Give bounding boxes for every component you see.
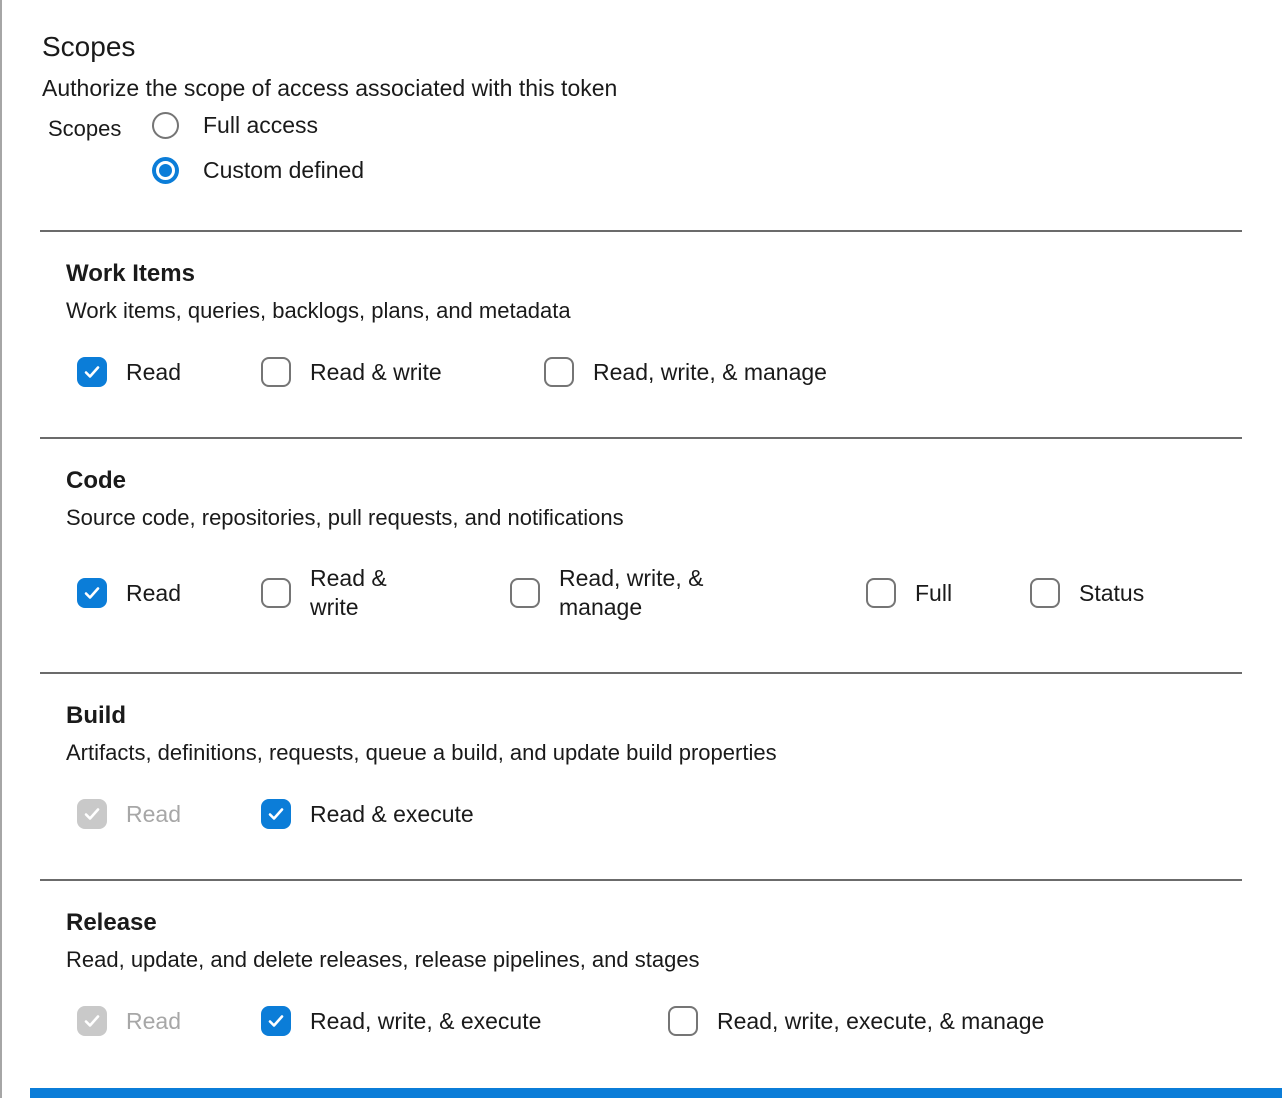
section-description: Work items, queries, backlogs, plans, and metadata [66,298,571,323]
check-icon [82,583,102,603]
scope-section [0,881,1282,1086]
scope-section [0,232,1282,437]
checkbox-option[interactable] [77,578,261,608]
scope-section [0,674,1282,879]
check-icon [82,362,102,382]
checkbox-option[interactable] [866,578,1030,608]
radio-column [152,112,364,184]
checkbox-label: Full [915,579,953,606]
checkbox-read[interactable] [77,1006,107,1036]
checkbox-label: Read [126,800,181,827]
checkbox-status[interactable] [1030,578,1060,608]
checkbox-read-execute[interactable] [261,799,291,829]
bottom-accent-bar [30,1088,1282,1098]
radio-label: Full access [203,112,319,138]
checkbox-read[interactable] [77,578,107,608]
checkbox-label: Read & execute [310,800,474,827]
checkbox-label: Read [126,1007,181,1034]
scope-section [0,439,1282,672]
checkbox-option[interactable] [544,357,827,387]
checkbox-option[interactable] [261,564,510,622]
checkbox-read-write-execute[interactable] [261,1006,291,1036]
checkbox-option[interactable] [77,357,261,387]
checkbox-label: Read, write, execute, & manage [717,1007,1045,1034]
radio-option[interactable] [152,112,364,139]
check-icon [266,1011,286,1031]
checkbox-read-write[interactable] [261,578,291,608]
page-title: Scopes [42,31,136,62]
checkbox-full[interactable] [866,578,896,608]
checkbox-option[interactable] [77,1006,261,1036]
checkbox-option[interactable] [1030,578,1144,608]
section-title: Release [66,909,157,936]
checkbox-label: Read & write [310,565,387,620]
check-icon [82,1011,102,1031]
checkbox-option[interactable] [668,1006,1044,1036]
section-options [66,799,1242,829]
section-description: Artifacts, definitions, requests, queue a build, and update build properties [66,740,777,765]
checkbox-read[interactable] [77,357,107,387]
section-options [66,357,1242,387]
scopes-radio-group-label: Scopes [48,116,122,141]
radio-label: Custom defined [203,157,365,183]
scope-mode-radio-group [42,112,1242,184]
section-options [66,1006,1242,1036]
checkbox-label: Read, write, & manage [559,565,704,620]
radio-option[interactable] [152,157,364,184]
section-title: Code [66,467,126,494]
section-description: Read, update, and delete releases, release pipelines, and stages [66,947,700,972]
checkbox-read-write-manage[interactable] [544,357,574,387]
section-title: Build [66,702,126,729]
check-icon [266,804,286,824]
radio-custom-defined[interactable] [152,157,179,184]
checkbox-option[interactable] [77,799,261,829]
checkbox-read[interactable] [77,799,107,829]
section-description: Source code, repositories, pull requests, and notifications [66,505,624,530]
checkbox-label: Read [126,358,181,385]
scopes-header [0,0,1282,184]
radio-full-access[interactable] [152,112,179,139]
section-title: Work Items [66,260,195,287]
panel-left-border [0,0,2,1098]
checkbox-option[interactable] [261,357,544,387]
checkbox-option[interactable] [261,799,474,829]
page-subtitle: Authorize the scope of access associated with this token [42,75,618,101]
checkbox-label: Read & write [310,358,442,385]
section-options [66,564,1242,622]
checkbox-read-write[interactable] [261,357,291,387]
checkbox-label: Read, write, & manage [593,358,827,385]
sections [0,230,1282,1086]
checkbox-read-write-execute-manage[interactable] [668,1006,698,1036]
checkbox-label: Read [126,579,181,606]
checkbox-label: Status [1079,579,1145,606]
checkbox-read-write-manage[interactable] [510,578,540,608]
checkbox-option[interactable] [510,564,866,622]
checkbox-label: Read, write, & execute [310,1007,542,1034]
check-icon [82,804,102,824]
checkbox-option[interactable] [261,1006,668,1036]
